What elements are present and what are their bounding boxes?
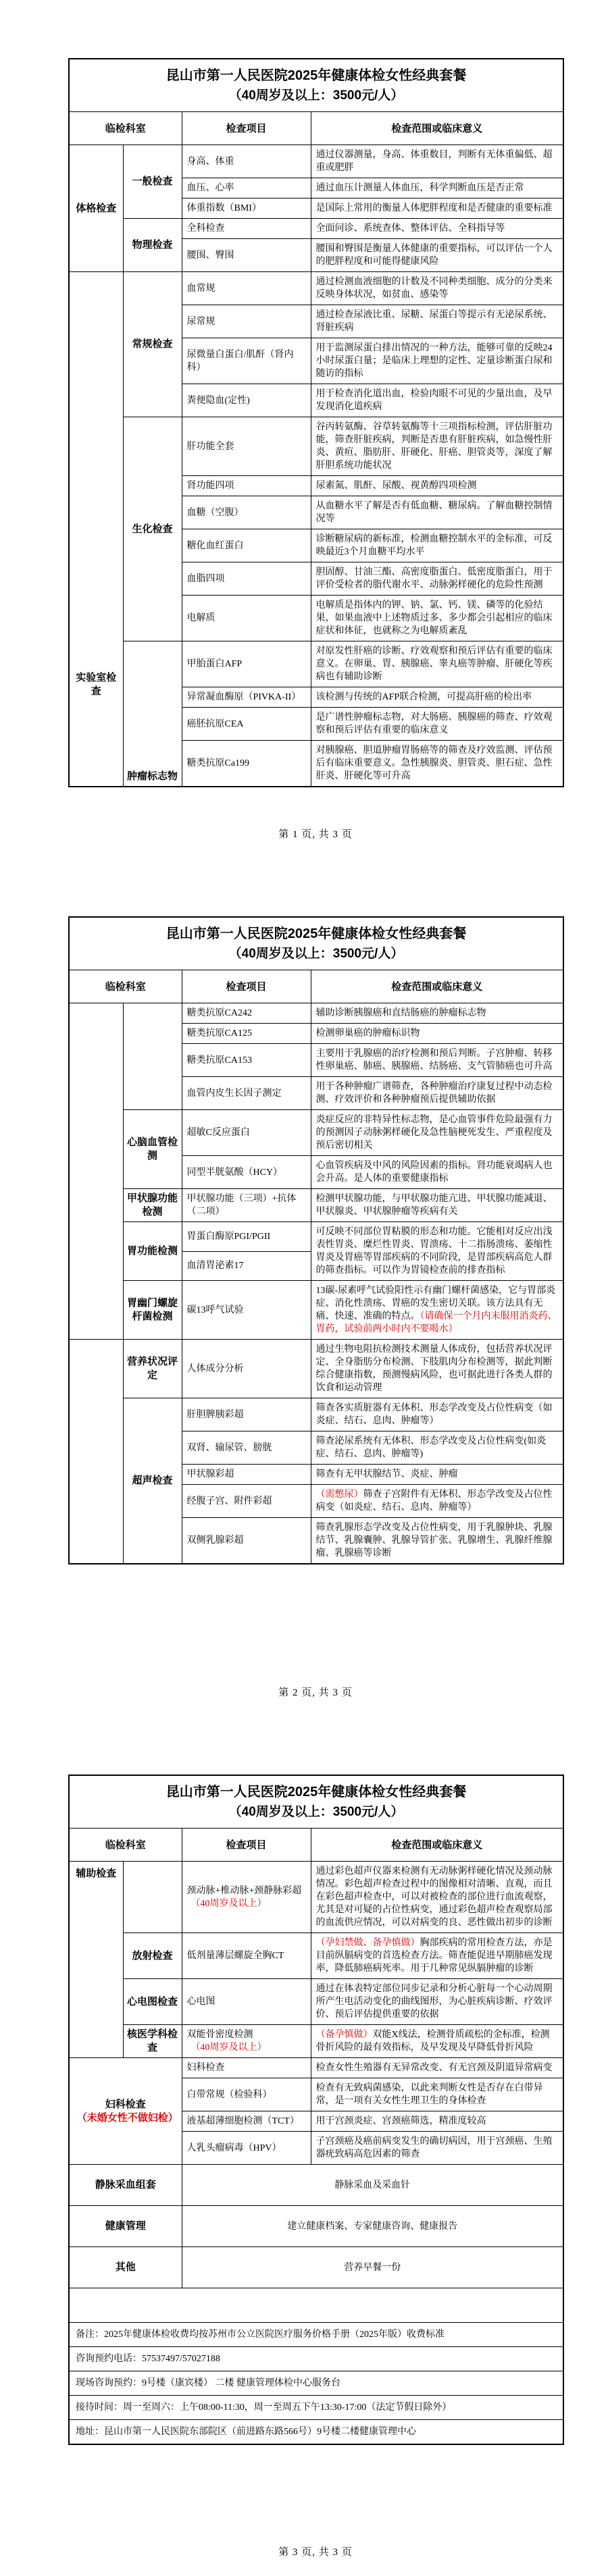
note-address: 地址：昆山市第一人民医院东部院区（前进路东路566号）9号楼二楼健康管理中心 [69,2420,563,2445]
summary-label-cell: 健康管理 [69,2206,182,2247]
summary-label-cell: 静脉采血组套 [69,2165,182,2206]
exam-table-page-3 [68,1775,564,2445]
exam-item-cell: 异常凝血酶原（PIVKA-II） [182,687,311,708]
header-item: 检查项目 [182,1829,311,1862]
exam-row [69,1979,563,2025]
header-item: 检查项目 [182,112,311,145]
exam-row [69,272,563,305]
note-phone: 咨询预约电话：57537497/57027188 [69,2347,563,2371]
exam-meaning-cell: 电解质是指体内的钾、钠、氯、钙、镁、磷等的化验结果，如果血液中上述物质过多、多少都会引起相应的临床症状和体征，也就称之为电解质紊乱 [311,596,563,641]
note-onsite: 现场咨询预约：9号楼（康宾楼） 二楼 健康管理体检中心服务台 [69,2371,563,2396]
exam-item-cell: 血糖（空腹） [182,496,311,529]
exam-item-cell: 甲状腺功能（三项）+抗体（二项） [182,1189,311,1222]
exam-item-cell: 碳13呼气试验 [182,1281,311,1340]
exam-meaning-cell: 用于宫颈炎症、宫颈癌筛选，精准度较高 [311,2111,563,2132]
dept-subcategory-cell: 营养状况评定 [123,1340,182,1398]
exam-meaning-cell: 该检测与传统的AFP联合检测，可提高肝癌的检出率 [311,687,563,708]
meaning-red-note: （孕妇禁做、备孕慎做） [315,1938,420,1948]
header-row [69,970,563,1003]
exam-meaning-cell: 辅助诊断胰腺癌和直结肠癌的肿瘤标志物 [311,1003,563,1024]
dept-category-cell-empty [69,1003,123,1340]
title-line-1: 昆山市第一人民医院2025年健康体检女性经典套餐 [166,926,467,941]
title-row [69,1775,563,1829]
summary-content-cell: 营养早餐一份 [182,2247,563,2288]
spacer-cell [69,2288,563,2323]
exam-meaning-cell: 是国际上常用的衡量人体肥胖程度和是否健康的重要标准 [311,199,563,219]
meaning-red-note: （请确保一个月内未服用消炎药、胃药，试验前两小时内不要喝水） [315,1311,557,1334]
exam-row [69,1398,563,1431]
exam-row [69,145,563,178]
document-page-2 [0,858,608,1716]
exam-item-cell: 血脂四项 [182,562,311,596]
exam-item-cell: 腰围、臀围 [182,239,311,272]
summary-row [69,2206,563,2247]
exam-meaning-cell: 用于检查消化道出血，检验肉眼不可见的少量出血，及早发现消化道疾病 [311,384,563,417]
exam-item-cell: 肝功能全套 [182,417,311,476]
dept-subcategory-cell: 超声检查 [123,1398,182,1565]
exam-item-cell: 甲胎蛋白AFP [182,641,311,687]
summary-row [69,2247,563,2288]
item-red-note: （40周岁及以上） [191,1898,267,1909]
exam-item-cell: 尿常规 [182,305,311,338]
exam-item-cell: 超敏C反应蛋白 [182,1110,311,1156]
exam-item-cell: 液基超薄细胞检测（TCT） [182,2111,311,2132]
exam-meaning-cell: 通过生物电阻抗检测技术测量人体成份，包括营养状况评定、全身脂肪分布检测、下肢肌肉分布检测等，据此判断综合健康指数，预测慢病风险，也可据此进行各类人群的饮食和运动管理 [311,1340,563,1398]
note-hours: 接待时间：周一至周六：上午08:00-11:30，周一至周五下午13:30-17:00（法定节假日除外） [69,2396,563,2420]
exam-meaning-cell: 通过检测血液细胞的计数及不同种类细胞、成分的分类来反映身体状况，如贫血、感染等 [311,272,563,305]
exam-row [69,1222,563,1252]
title-line-2: （40周岁及以上：3500元/人） [228,947,404,961]
exam-item-cell: 人乳头瘤病毒（HPV） [182,2132,311,2165]
meaning-text: 筛查子宫附件有无体积、形态学改变及占位性病变（如炎症、结石、息肉、肿瘤等） [315,1490,553,1513]
exam-item-cell: 血管内皮生长因子测定 [182,1077,311,1110]
exam-meaning-cell: 检测甲状腺功能，与甲状腺功能亢进、甲状腺功能减退、甲状腺炎、甲状腺肿瘤等疾病有关 [311,1189,563,1222]
note-remark: 备注：2025年健康体检收费均按苏州市公立医院医疗服务价格手册（2025年版）收费标准 [69,2323,563,2347]
exam-meaning-cell: 心血管疾病及中风的风险因素的指标。肾功能衰竭病人也会升高。是人体的重要健康指标 [311,1156,563,1189]
page-number-footer: 第 3 页, 共 3 页 [278,2547,353,2558]
exam-meaning-cell: 腰围和臀围是衡量人体健康的重要指标，可以评估一个人的肥胖程度和可能得健康风险 [311,239,563,272]
exam-meaning-cell [311,1485,563,1518]
title-row [69,917,563,970]
dept-subcategory-cell: 一般检查 [123,145,182,219]
exam-meaning-cell: 对胰腺癌、胆道肿瘤胃肠癌等的筛查及疗效监测、评估预后有临床重要意义。急性胰腺炎、胆管炎、胆石症、急性肝炎、肝硬化等可升高 [311,741,563,787]
exam-meaning-cell: 检测卵巢癌的肿瘤标识物 [311,1024,563,1044]
document-title [69,59,563,112]
exam-item-cell: 双侧乳腺彩超 [182,1518,311,1565]
meaning-red-note: （需憋尿） [315,1490,363,1500]
header-row [69,112,563,145]
summary-row [69,2165,563,2206]
exam-item-cell [182,1862,311,1933]
exam-item-cell [182,2025,311,2058]
header-item: 检查项目 [182,970,311,1003]
dept-subcategory-cell-empty [123,1003,182,1110]
exam-item-cell: 血清胃泌素17 [182,1251,311,1281]
dept-category-cell: 实验室检查 [69,272,123,787]
document-title [69,1775,563,1829]
exam-meaning-cell: 主要用于乳腺癌的治疗检测和预后判断。子宫肿瘤、转移性卵巢癌、肺癌、胰腺癌、结肠癌、支气管肺癌也可升高 [311,1044,563,1077]
dept-subcategory-cell: 物理检查 [123,219,182,272]
summary-content-cell: 静脉采血及采血针 [182,2165,563,2206]
exam-row [69,219,563,239]
exam-row [69,2025,563,2058]
meaning-text: 13碳-尿素呼气试验阳性示有幽门螺杆菌感染，它与胃部炎症、消化性溃疡、胃癌的发生密切关联。该方法具有无痛、快速、准确的特点。 [315,1286,556,1321]
exam-row [69,1862,563,1933]
exam-meaning-cell: 通过血压计测量人体血压，科学判断血压是否正常 [311,178,563,199]
exam-meaning-cell: 谷丙转氨酶、谷草转氨酶等十三项指标检测，评估肝脏功能，筛查肝脏疾病，判断是否患有肝脏疾病，如急慢性肝炎、黄疸、脂肪肝、肝硬化、肝癌、胆管炎等，深度了解肝胆系统功能状况 [311,417,563,476]
summary-content-cell: 建立健康档案、专家健康咨询、健康报告 [182,2206,563,2247]
dept-category-cell: 体格检查 [69,145,123,272]
meaning-text: 胸部疾病的常用检查方法，亦是目前纵膈病变的首选检查方法。筛查能促进早期肺癌发现率，降低肺癌病死率。用于几种常见纵膈肿瘤的诊断 [315,1938,553,1974]
exam-item-cell: 身高、体重 [182,145,311,178]
exam-meaning-cell: 通过在体表特定部位同步记录和分析心脏每一个心动周期所产生电活动变化的曲线图形，为心脏疾病诊断、疗效评价、预后评估提供重要的依据 [311,1979,563,2025]
exam-item-cell: 糖类抗原CA153 [182,1044,311,1077]
page-number-footer: 第 2 页, 共 3 页 [278,1687,353,1698]
dept-category-cell-empty [69,1340,123,1565]
exam-item-cell: 妇科检查 [182,2058,311,2078]
dept-subcategory-cell-empty [123,1862,182,1933]
note-row [69,2420,563,2445]
spacer-row [69,2288,563,2323]
category-text: 妇科检查 [105,2098,146,2110]
exam-item-cell: 甲状腺彩超 [182,1465,311,1485]
exam-meaning-cell: 胆固醇、甘油三酯、高密度脂蛋白、低密度脂蛋白，用于评价受检者的脂代谢水平、动脉粥样硬化的危险性预测 [311,562,563,596]
document-page-3 [0,1716,608,2576]
exam-item-cell: 全科检查 [182,219,311,239]
exam-meaning-cell: 筛查各实质脏器有无体积、形态学改变及占位性病变（如炎症、结石、息肉、肿瘤等） [311,1398,563,1431]
exam-item-cell: 肝胆脾胰彩超 [182,1398,311,1431]
meaning-red-note: （备孕慎做） [315,2030,373,2040]
summary-label-cell: 其他 [69,2247,182,2288]
exam-meaning-cell: 从血糖水平了解是否有低血糖、糖尿病。了解血糖控制情况等 [311,496,563,529]
exam-meaning-cell: 筛查有无甲状腺结节、炎症、肿瘤 [311,1465,563,1485]
exam-table-page-2 [68,916,564,1565]
exam-meaning-cell [311,2025,563,2058]
exam-item-cell: 低剂量薄层螺旋全胸CT [182,1933,311,1979]
exam-meaning-cell: 子宫颈癌及癌前病变发生的确切病因，用于宫颈癌、生殖器疣致病高危因素的筛查 [311,2132,563,2165]
exam-meaning-cell: 是广谱性肿瘤标志物，对大肠癌、胰腺癌的筛查、疗效观察和预后评估有重要的临床意义 [311,708,563,741]
header-dept: 临检科室 [69,1829,182,1862]
dept-subcategory-cell: 核医学科检查 [123,2025,182,2058]
item-text: 双能骨密度检测 [186,2030,253,2040]
title-line-2: （40周岁及以上：3500元/人） [228,88,404,103]
exam-item-cell: 粪便隐血(定性) [182,384,311,417]
exam-row [69,1003,563,1024]
exam-meaning-cell: 通过彩色超声仪器来检测有无动脉粥样硬化情况及颈动脉情况。彩色超声检查过程中的图像相对清晰、直观，而且在彩色超声检查中，可以对被检查的部位进行血流观察，尤其是对可疑的占位性病变，通过彩色超声检查观察局部的血流供应情况，可以对病变的良、恶性做出初步的诊断 [311,1862,563,1933]
header-dept: 临检科室 [69,970,182,1003]
exam-meaning-cell: 通过仪器测量，身高、体重数目，判断有无体重偏低、超重或肥胖 [311,145,563,178]
header-meaning: 检查范围或临床意义 [311,970,563,1003]
title-line-1: 昆山市第一人民医院2025年健康体检女性经典套餐 [166,68,467,83]
note-row [69,2347,563,2371]
page-number-footer: 第 1 页, 共 3 页 [278,829,353,840]
note-row [69,2371,563,2396]
exam-item-cell: 血常规 [182,272,311,305]
exam-meaning-cell: 对原发性肝癌的诊断、疗效观察和预后评估有重要的临床意义。在卵巢、胃、胰腺癌、睾丸癌等肿瘤、肝硬化等疾病也有辅助诊断 [311,641,563,687]
exam-item-cell: 白带常规（检验科） [182,2078,311,2111]
header-dept: 临检科室 [69,112,182,145]
exam-meaning-cell: 诊断糖尿病的新标准，检测血糖控制水平的金标准，可反映最近3个月血糖平均水平 [311,529,563,562]
dept-subcategory-cell: 生化检查 [123,417,182,641]
exam-meaning-cell [311,1933,563,1979]
exam-item-cell: 糖类抗原CA125 [182,1024,311,1044]
exam-meaning-cell: 炎症反应的非特异性标志物，是心血管事件危险最强有力的预测因子动脉粥样硬化及急性脑梗死发生、严重程度及预后密切相关 [311,1110,563,1156]
header-meaning: 检查范围或临床意义 [311,1829,563,1862]
dept-subcategory-cell: 胃幽门螺旋杆菌检测 [123,1281,182,1340]
meaning-text: 双能X线法，检测骨质疏松的金标准，检测骨折风险的最有效指标，及早发现及早降低骨折风险 [315,2030,550,2053]
exam-row [69,417,563,476]
exam-row [69,1281,563,1340]
exam-meaning-cell: 可反映不同部位胃粘膜的形态和功能。它能相对反应出浅表性胃炎、糜烂性胃炎、胃溃疡、十二指肠溃疡、萎缩性胃炎及胃癌等胃部疾病的不同阶段，是胃部疾病高危人群的筛查指标。可以作为胃镜检查前的排查指标 [311,1222,563,1281]
dept-subcategory-cell: 心脑血管检测 [123,1110,182,1189]
exam-meaning-cell: 尿素氮、肌酐、尿酸、视黄醇四项检测 [311,476,563,496]
exam-item-cell: 双肾、输尿管、膀胱 [182,1431,311,1465]
exam-meaning-cell: 用于各种肿瘤广谱筛查，各种肿瘤治疗康复过程中动态检测、疗效评价和各种肿瘤预后提供辅助依据 [311,1077,563,1110]
title-line-2: （40周岁及以上：3500元/人） [228,1805,404,1819]
exam-item-cell: 电解质 [182,596,311,641]
exam-row [69,641,563,687]
title-line-1: 昆山市第一人民医院2025年健康体检女性经典套餐 [166,1785,467,1799]
dept-subcategory-cell: 心电图检查 [123,1979,182,2025]
exam-item-cell: 糖化血红蛋白 [182,529,311,562]
exam-item-cell: 经腹子宫、附件彩超 [182,1485,311,1518]
exam-item-cell: 血压、心率 [182,178,311,199]
header-row [69,1829,563,1862]
exam-row [69,1340,563,1398]
exam-meaning-cell: 检查有无致病菌感染，以此来判断女性是否存在白带异常，是一项有关女性生理卫生的身体检查 [311,2078,563,2111]
dept-category-cell: 辅助检查 [69,1862,123,2058]
exam-meaning-cell: 筛查乳腺形态学改变及占位性病变，用于乳腺肿块、乳腺结节、乳腺囊肿、乳腺导管扩张、乳腺增生、乳腺纤维腺瘤、乳腺癌等诊断 [311,1518,563,1565]
exam-meaning-cell [311,1281,563,1340]
dept-subcategory-cell: 放射检查 [123,1933,182,1979]
exam-item-cell: 癌胚抗原CEA [182,708,311,741]
exam-item-cell: 体重指数（BMI） [182,199,311,219]
exam-meaning-cell: 用于监测尿蛋白排出情况的一种方法，能够可靠的反映24小时尿蛋白量；是临床上理想的定性、定量诊断蛋白尿和随访的指标 [311,338,563,384]
dept-subcategory-cell: 常规检查 [123,272,182,417]
dept-subcategory-cell: 肿瘤标志物 [123,641,182,787]
exam-item-cell: 人体成分分析 [182,1340,311,1398]
note-row [69,2396,563,2420]
exam-row [69,1110,563,1156]
exam-item-cell: 肾功能四项 [182,476,311,496]
exam-item-cell: 糖类抗原CA242 [182,1003,311,1024]
exam-item-cell: 糖类抗原Ca199 [182,741,311,787]
document-title [69,917,563,970]
exam-row [69,1933,563,1979]
exam-meaning-cell: 筛查泌尿系统有无体积、形态学改变及占位性病变(如炎症、结石、息肉、肿瘤等) [311,1431,563,1465]
item-text: 颈动脉+椎动脉+颈静脉彩超 [186,1885,302,1896]
note-row [69,2323,563,2347]
exam-meaning-cell: 检查女性生殖器有无异常改变、有无宫颈及阴道异常病变 [311,2058,563,2078]
dept-subcategory-cell: 甲状腺功能检测 [123,1189,182,1222]
exam-item-cell: 心电图 [182,1979,311,2025]
exam-item-cell: 同型半胱氨酸（HCY） [182,1156,311,1189]
exam-meaning-cell: 通过检查尿液比重、尿糖、尿蛋白等提示有无泌尿系统、肾脏疾病 [311,305,563,338]
exam-item-cell: 尿微量白蛋白/肌酐（肾内科） [182,338,311,384]
exam-row [69,1189,563,1222]
item-red-note: （40周岁及以上） [191,2043,267,2053]
dept-category-cell [69,2058,182,2165]
title-row [69,59,563,112]
header-meaning: 检查范围或临床意义 [311,112,563,145]
dept-subcategory-cell: 胃功能检测 [123,1222,182,1281]
document-page-1 [0,0,608,858]
exam-meaning-cell: 全面问诊、系统查体、整体评估、全科指导等 [311,219,563,239]
category-red-note: （未婚女性不做妇检） [76,2111,178,2124]
exam-table-page-1 [68,58,564,787]
exam-row [69,2058,563,2078]
exam-item-cell: 胃蛋白酶原PGI/PGII [182,1222,311,1252]
